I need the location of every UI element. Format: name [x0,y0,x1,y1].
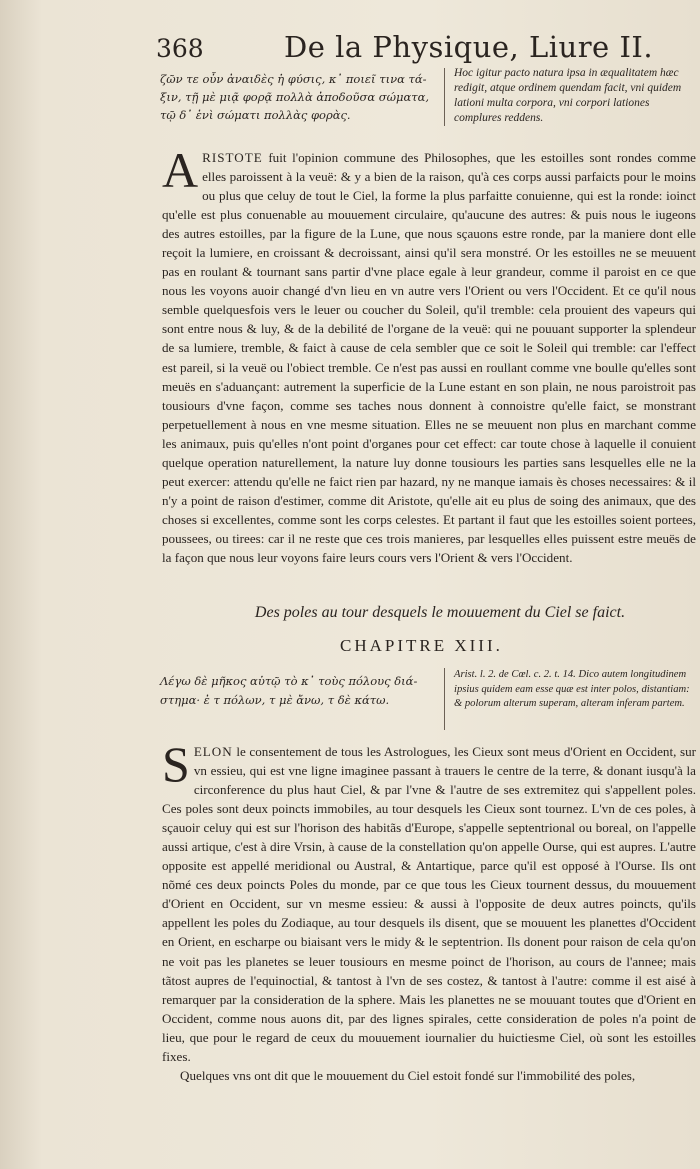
latin-margin-note-top: Hoc igitur pacto natura ipsa in æqualitatem hæc redigit, atque ordinem quendam facit, vni quidem lationi multa corpora, vni corpori lationes complures reddens. [454,67,682,124]
greek-margin-note-top: ζῶν τε οὖν ἀναιδὲς ἡ φύσις, κ᾽ ποιεῖ τινα τά-ξιν, τῇ μὲ μιᾷ φορᾷ πολλὰ ἀποδοῦσα σώματα, τῷ δ᾽ ἑνὶ σώματι πολλὰς φορὰς. [160,72,430,122]
lead-word-selon: ELON [193,744,233,759]
latin-margin-note-mid: Arist. l. 2. de Cœl. c. 2. t. 14. Dico autem longitudinem ipsius quidem eam esse quæ est inter polos, distantiam: & polorum alterum superam, alteram inferam partem. [454,669,690,709]
chapter-title: CHAPITRE XIII. [340,636,503,655]
second-section-paragraph [162,736,696,1162]
first-section-paragraph [162,142,696,593]
greek-margin-note-mid: Λέγω δὲ μῆκος αὐτῷ τὸ κ᾽ τοὺς πόλους διά-στημα· ἐ τ πόλων, τ μὲ ἄνω, τ δὲ κάτω. [160,674,418,707]
column-divider-mid [444,668,445,730]
second-section-text: le consentement de tous les Astrologues, les Cieux sont meus d'Orient en Occident, sur vn essieu, qui est vne ligne imaginee passant à trauers le centre de la terre, & donant iusqu'à la circonference du plus haut Ciel, & par l'vne & l'autre de ses extremitez qui s'appellent poles. Ces poles sont deux poincts immobiles, au tour desquels les Cieux sont tournez. L'vn de ces poles, à sçauoir celuy qui est sur l'horison des habitãs d'Europe, s'appelle septentrional ou boreal, on l'appelle aussi artique, c'est à dire Vrsin, à cause de la constellation qu'on appelle Ourse, qui est aupres. L'autre opposite est appellé meridional ou Austral, & Antartique, parce qu'il est opposé à l'Ourse. Ils ont nõmé ces deux poincts Poles du monde, par ce que tous les Cieux tournent dessus, du mouuement d'Orient en Occident, sur vn mesme essieu: & aussi à l'opposite de deux autres poincts, qu'ils appellent les poles du Zodiaque, au tour desquels ils disent, que se mouuent les planettes d'Occident en Orient, en escharpe ou biaisant vers le midy & le septentrion. Ils donent pour raison de cela qu'on ne voit pas les planetes se leuer tousiours en mesme poinct de l'horison, au cours de l'annee; mais tãtost aupres de l'equinoctial, & tantost à l'vn de ses costez, & tantost à l'autre: comme il est aisé à remarquer par la consideration de la sphere. Mais les planettes ne se mouuant toutes que d'Orient en Occident, comme nous auons dit, par des lignes spirales, cette consideration de poles n'a point de lieu, que pour le regard de ceux du mouuement iournalier du huictiesme Ciel, où sont les estoilles fixes. [162,744,696,1064]
dropcap-s: S [162,736,190,792]
page-number: 368 [156,34,204,63]
second-section-last-line: Quelques vns ont dit que le mouuement du Ciel estoit fondé sur l'immobilité des poles, [180,1067,636,1083]
dropcap-a: A [162,142,199,198]
section-heading: Des poles au tour desquels le mouuement du Ciel se faict. [254,604,626,621]
lead-word-aristote: RISTOTE [202,150,263,165]
column-divider-top [444,68,445,126]
first-section-text: fuit l'opinion commune des Philosophes, que les estoilles sont rondes comme elles paroissent à la veuë: & y a bien de la raison, qu'à ces corps aussi parfaicts pour le moins ou plus que celuy de tout le Ciel, la forme la plus parfaitte conuienne, qui est la ronde: ioinct qu'elle est plus conuenable au mouuement circulaire, qu'aucune des autres: & puis nous le iugeons des autres estoilles, par la figure de la Lune, que nous sçauons estre ronde, par la maniere dont elle reçoit la lumiere, en croissant & decroissant, ainsi qu'il sera monstré. Or les estoilles ne se meuuent pas en roulant & tournant sans partir d'vne place egale à leur grandeur, comme il paroist en ce que nous les voyons auoir changé d'vn lieu en vn autre vers l'Orient ou vers l'Occident. Et ce qu'il nous semble quelquesfois vers le leuer ou coucher du Soleil, qu'il tremble: cela prouient des vapeurs qui sont entre nous & luy, & de la debilité de l'organe de la veuë: qui ne pouuant supporter la splendeur de sa lumiere, tremble, & faict à cause de cela sembler que ce soit le Soleil qui tremble: car l'effect est pareil, si la veuë ou l'obiect tremble. Ce n'est pas aussi en roullant comme vne boulle qu'elles sont meuës en s'aduançant: autrement la superficie de la Lune estant en son plain, ne nous paroistroit pas tousiours d'vne façon, comme ses taches nous donnent à connoistre qu'elle faict, se monstrant perpetuellement à nous en vne mesme situation. Elles ne se meuuent non plus en marchant comme les animaux, puis qu'elles n'ont point d'organes pour cet effect: car toute chose à laquelle il conuient quelque operation naturellement, la nature luy donne tousiours les parties sans lesquelles elle ne la peut exercer: attendu qu'elle ne faict rien par hazard, ny ne manque iamais ès choses necessaires: & il n'y a point de raison d'estimer, comme dit Aristote, qu'elle ait eu plus de soing des animaux, que des choses si excellentes, comme sont les corps celestes. Et partant il faut que les estoilles soient portees, poussees, ou tirees: car il ne reste que ces trois manieres, par lesquelles elles puissent estre meuës de la façon que nous leur voyons faire leurs cours vers l'Orient & vers l'Occident. [162,150,696,565]
running-title: De la Physique, Liure II. [284,30,654,64]
